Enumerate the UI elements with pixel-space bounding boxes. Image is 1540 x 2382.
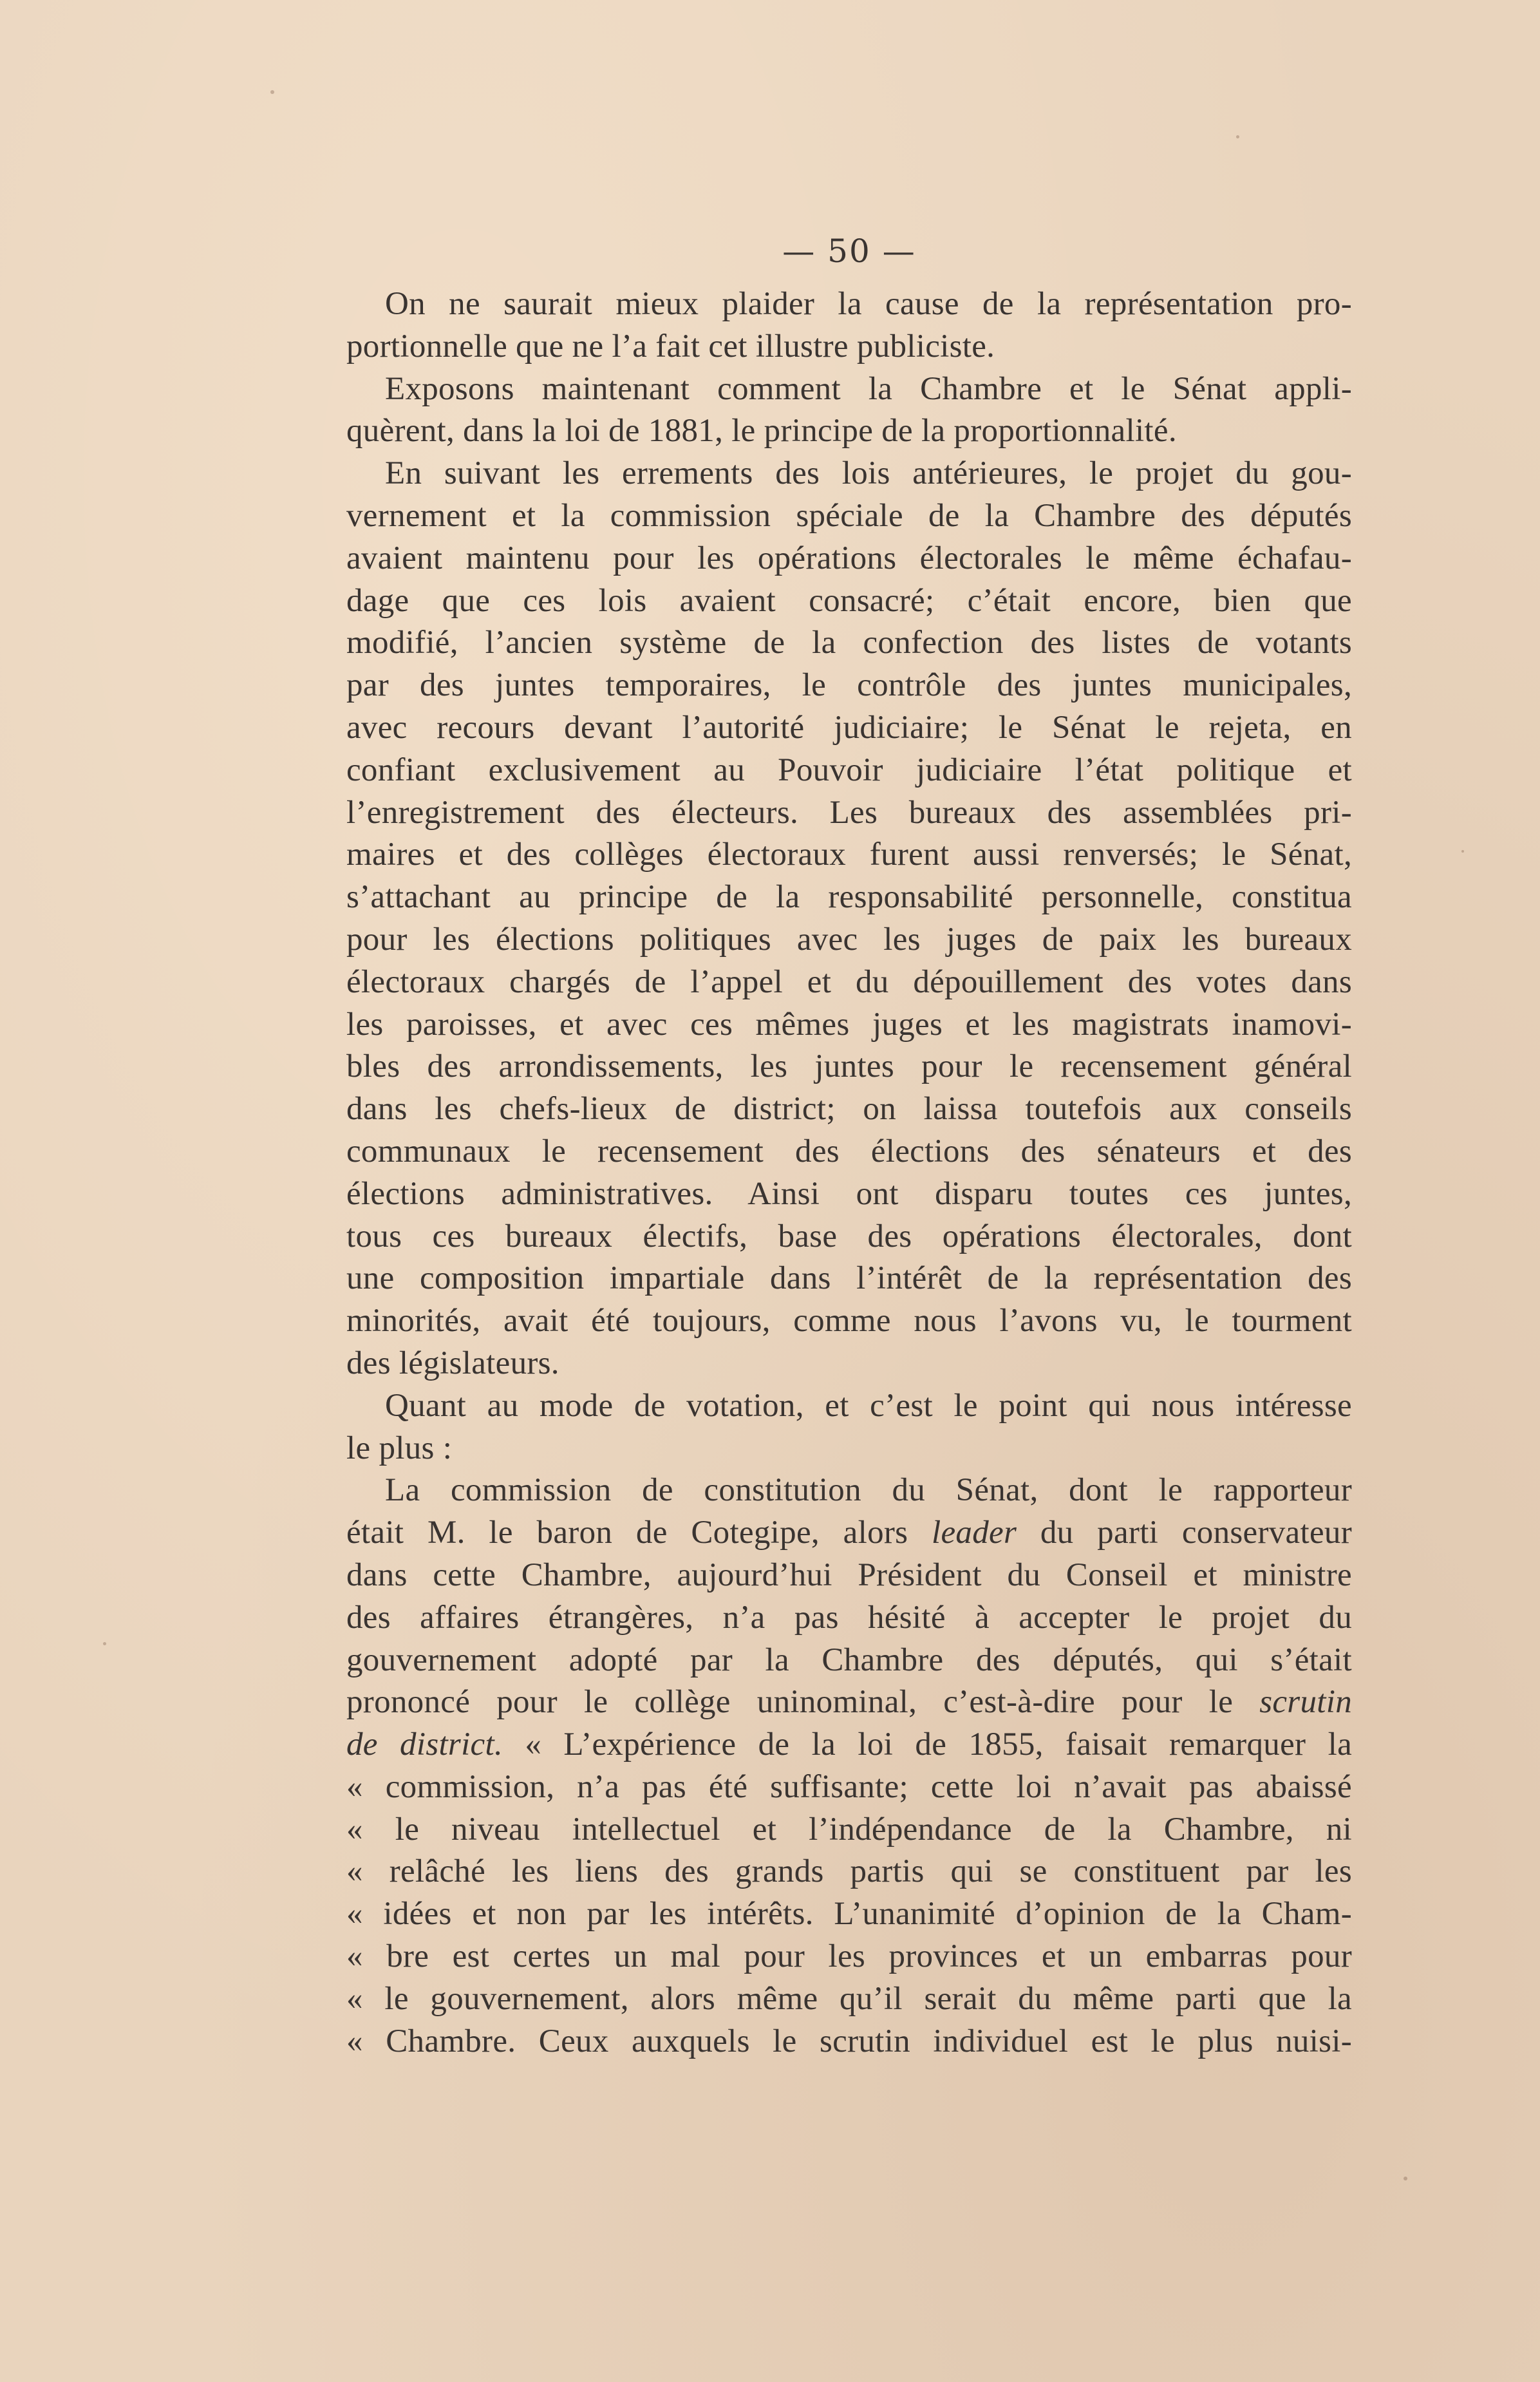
text-line: élections administratives. Ainsi ont disparu toutes ces juntes, — [346, 1175, 1352, 1212]
text-line: dans les chefs-lieux de district; on laissa toutefois aux conseils — [346, 1091, 1352, 1128]
text-line: une composition impartiale dans l’intérêt de la représentation des — [346, 1260, 1352, 1297]
text-line: « idées et non par les intérêts. L’unanimité d’opinion de la Cham- — [346, 1896, 1352, 1933]
text-line: était M. le baron de Cotegipe, alors leader du parti conservateur — [346, 1515, 1352, 1551]
page-number: — 50 — — [782, 232, 916, 270]
text-line: En suivant les errements des lois antérieures, le projet du gou- — [385, 455, 1352, 492]
text-line: minorités, avait été toujours, comme nous l’avons vu, le tourment — [346, 1303, 1352, 1339]
paper-speck — [1404, 2177, 1407, 2180]
text-line: vernement et la commission spéciale de la Chambre des députés — [346, 497, 1352, 534]
text-line: confiant exclusivement au Pouvoir judiciaire l’état politique et — [346, 751, 1352, 788]
text-line: avaient maintenu pour les opérations électorales le même échafau- — [346, 540, 1352, 576]
text-line: gouvernement adopté par la Chambre des députés, qui s’était — [346, 1641, 1352, 1678]
text-line: « Chambre. Ceux auxquels le scrutin individuel est le plus nuisi- — [346, 2023, 1352, 2059]
text-line: dage que ces lois avaient consacré; c’était encore, bien que — [346, 582, 1352, 619]
text-line: des législateurs. — [346, 1345, 559, 1381]
text-line: communaux le recensement des élections des sénateurs et des — [346, 1133, 1352, 1169]
text-line: par des juntes temporaires, le contrôle des juntes municipales, — [346, 667, 1352, 704]
text-line: le plus : — [346, 1430, 453, 1466]
paper-speck — [103, 1642, 106, 1645]
text-line: « le gouvernement, alors même qu’il serait du même parti que la — [346, 1980, 1352, 2017]
text-line: pour les élections politiques avec les juges de paix les bureaux — [346, 921, 1352, 958]
text-line: l’enregistrement des électeurs. Les bureaux des assemblées pri- — [346, 794, 1352, 831]
text-line: bles des arrondissements, les juntes pour le recensement général — [346, 1048, 1352, 1085]
text-line: « commission, n’a pas été suffisante; cette loi n’avait pas abaissé — [346, 1768, 1352, 1805]
text-line: dans cette Chambre, aujourd’hui Président du Conseil et ministre — [346, 1556, 1352, 1593]
text-line: électoraux chargés de l’appel et du dépouillement des votes dans — [346, 963, 1352, 1000]
body-text — [346, 283, 1352, 2063]
paper-speck — [270, 90, 274, 94]
text-line: avec recours devant l’autorité judiciaire; le Sénat le rejeta, en — [346, 709, 1352, 746]
text-line: Exposons maintenant comment la Chambre et le Sénat appli- — [385, 370, 1352, 407]
text-line: portionnelle que ne l’a fait cet illustre publiciste. — [346, 328, 995, 364]
text-line: des affaires étrangères, n’a pas hésité à accepter le projet du — [346, 1599, 1352, 1636]
text-line: quèrent, dans la loi de 1881, le principe de la proportionnalité. — [346, 413, 1177, 449]
text-line: « relâché les liens des grands partis qui se constituent par les — [346, 1853, 1352, 1890]
text-line: s’attachant au principe de la responsabilité personnelle, constitua — [346, 879, 1352, 916]
text-line: prononcé pour le collège uninominal, c’est-à-dire pour le scrutin — [346, 1684, 1352, 1721]
text-line: Quant au mode de votation, et c’est le point qui nous intéresse — [385, 1387, 1352, 1424]
text-line: « le niveau intellectuel et l’indépendance de la Chambre, ni — [346, 1811, 1352, 1848]
paper-speck — [1461, 850, 1464, 853]
text-line: On ne saurait mieux plaider la cause de la représentation pro- — [385, 286, 1352, 322]
paper-speck — [1236, 135, 1239, 138]
text-line: maires et des collèges électoraux furent aussi renversés; le Sénat, — [346, 837, 1352, 873]
text-line: « bre est certes un mal pour les provinces et un embarras pour — [346, 1938, 1352, 1975]
text-line: modifié, l’ancien système de la confection des listes de votants — [346, 625, 1352, 661]
book-page — [346, 232, 1352, 2099]
text-line: La commission de constitution du Sénat, dont le rapporteur — [385, 1472, 1352, 1509]
text-line: tous ces bureaux électifs, base des opérations électorales, dont — [346, 1218, 1352, 1254]
text-line: les paroisses, et avec ces mêmes juges et les magistrats inamovi- — [346, 1006, 1352, 1043]
text-line: de district. « L’expérience de la loi de 1855, faisait remarquer la — [346, 1726, 1352, 1763]
